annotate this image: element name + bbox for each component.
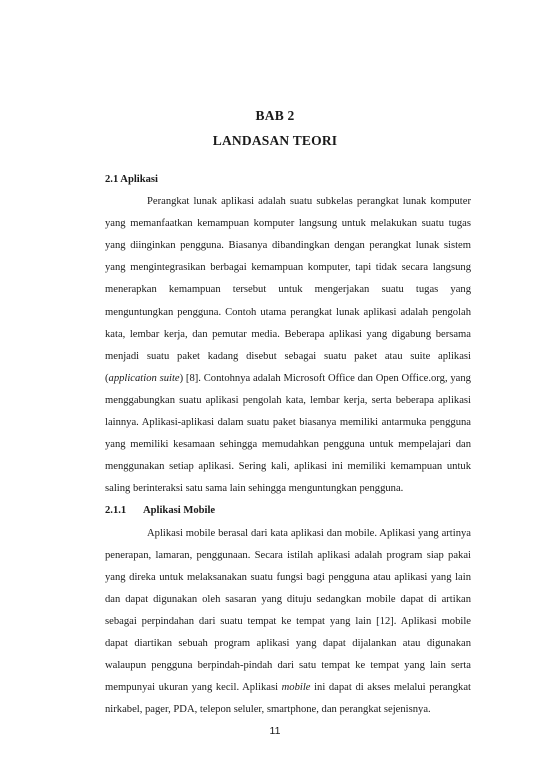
chapter-number: BAB 2 xyxy=(255,108,295,123)
paragraph-italic-term: application suite xyxy=(108,372,180,384)
paragraph-italic-term: mobile xyxy=(281,682,311,694)
section-heading-2-1: 2.1 Aplikasi xyxy=(105,174,158,185)
section-title: Aplikasi Mobile xyxy=(143,505,216,517)
page-number: 11 xyxy=(269,725,281,737)
paragraph-aplikasi-mobile xyxy=(105,523,471,722)
chapter-title: LANDASAN TEORI xyxy=(212,133,338,148)
section-heading-2-1-1 xyxy=(105,500,471,522)
paragraph-text: Perangkat lunak aplikasi adalah suatu subkelas perangkat lunak komputer yang memanfaatkan kemampuan komputer langsung untuk melakukan suatu tugas yang diinginkan pengguna. Biasanya dibandingkan dengan perangkat lunak sistem yang mengintegrasikan berbagai kemampuan komputer, tapi tidak secara langsung menerapkan kemampuan tersebut untuk mengerjakan suatu tugas yang menguntungkan pengguna. Contoh utama perangkat lunak aplikasi adalah pengolah kata, lembar kerja, dan pemutar media. Beberapa aplikasi yang digabung bersama menjadi suatu paket kadang disebut sebagai suatu paket atau suite aplikasi ( xyxy=(105,196,471,384)
paragraph-text: Aplikasi mobile berasal dari kata aplikasi dan mobile. Aplikasi yang artinya penerapan, lamaran, penggunaan. Secara istilah aplikasi adalah program siap pakai yang direka untuk melaksanakan suatu fungsi bagi pengguna atau aplikasi yang lain dan dapat digunakan oleh sasaran yang dituju sedangkan mobile dapat di artikan sebagai perpindahan dari suatu tempat ke tempat yang lain [12]. Aplikasi mobile dapat diartikan sebuah program aplikasi yang dapat dijalankan atau digunakan walaupun pengguna berpindah-pindah dari satu tempat ke tempat yang lain serta mempunyai ukuran yang kecil. Aplikasi xyxy=(105,527,471,694)
body-content xyxy=(105,169,471,721)
section-number: 2.1.1 xyxy=(105,505,127,517)
paragraph-aplikasi xyxy=(105,191,471,500)
paragraph-text: ini dapat di akses melalui perangkat nirkabel, pager, PDA, telepon seluler, smartphone, dan perangkat sejenisnya. xyxy=(105,682,471,716)
paragraph-text: ) [8]. Contohnya adalah Microsoft Office dan Open Office.org, yang menggabungkan suatu aplikasi pengolah kata, lembar kerja, serta beberapa aplikasi lainnya. Aplikasi-aplikasi dalam suatu paket biasanya memiliki antarmuka pengguna yang memiliki kesamaan sehingga memudahkan pengguna untuk mempelajari dan menggunakan setiap aplikasi. Sering kali, aplikasi ini memiliki kemampuan untuk saling berinteraksi satu sama lain sehingga menguntungkan pengguna. xyxy=(105,372,471,495)
